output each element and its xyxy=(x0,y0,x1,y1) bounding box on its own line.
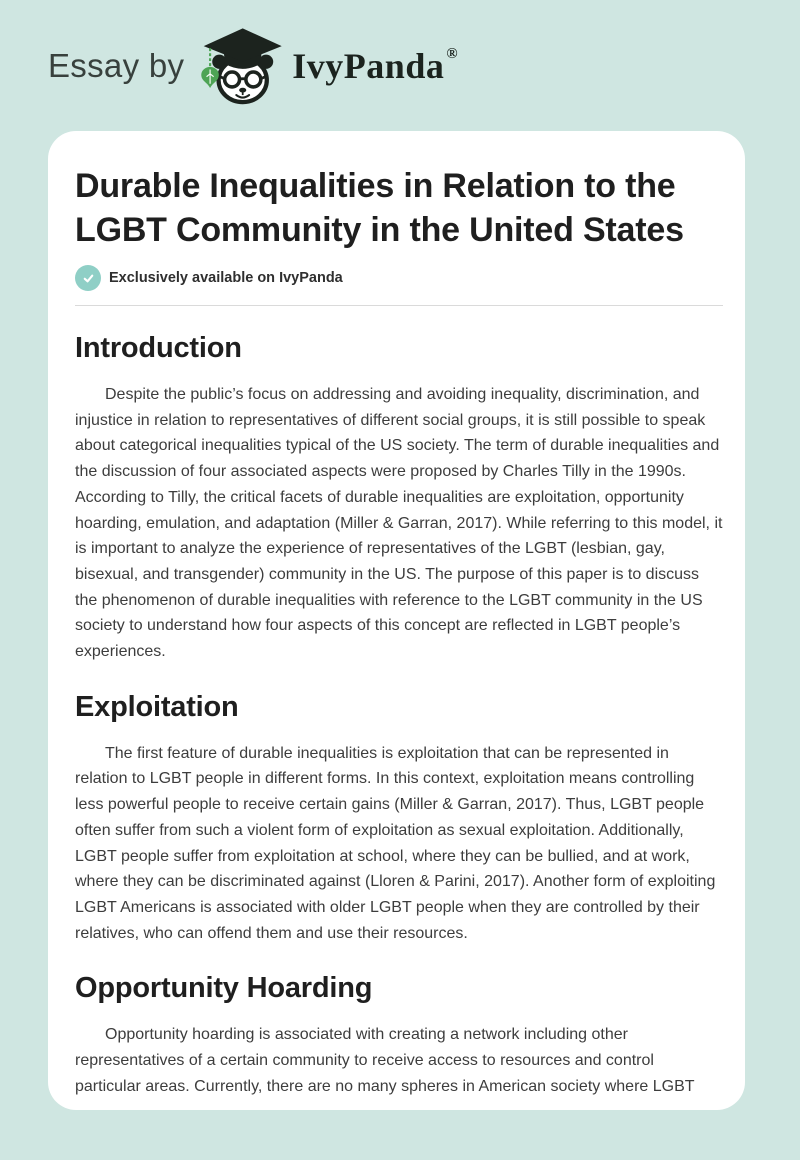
section-heading: Opportunity Hoarding xyxy=(75,972,373,1005)
panda-graduate-logo-icon xyxy=(198,27,286,105)
section-heading: Introduction xyxy=(75,332,242,364)
essay-sections xyxy=(75,332,723,1099)
divider xyxy=(75,305,723,306)
section-paragraph: Despite the public’s focus on addressing and avoiding inequality, discrimination, and injustice in relation to representatives of different social groups, it is still possible to speak about categorical inequalities typical of the US society. The term of durable inequalities and the discussion of four associated aspects were proposed by Charles Tilly in the 1990s. According to Tilly, the critical facets of durable inequalities are exploitation, opportunity hoarding, emulation, and adaptation (Miller & Garran, 2017). While referring to this model, it is important to analyze the experience of representatives of the LGBT (lesbian, gay, bisexual, and transgender) community in the US. The purpose of this paper is to discuss the phenomenon of durable inequalities with reference to the LGBT community in the US society to understand how four aspects of this concept are reflected in LGBT people’s experiences. xyxy=(75,386,723,661)
brand-name: IvyPanda xyxy=(292,45,445,86)
essay-card xyxy=(48,131,745,1110)
section-paragraph: Opportunity hoarding is associated with creating a network including other representatives of a certain community to receive access to resources and control particular areas. Currently, there are no many spheres in American society where LGBT xyxy=(75,1026,695,1095)
registered-mark: ® xyxy=(446,46,458,62)
essay-title: Durable Inequalities in Relation to the LGBT Community in the United States xyxy=(75,167,684,249)
check-icon xyxy=(75,265,101,291)
availability-label: Exclusively available on IvyPanda xyxy=(109,270,343,286)
essay-by-label: Essay by xyxy=(48,46,185,84)
availability-badge xyxy=(75,265,723,291)
section-paragraph: The first feature of durable inequalities is exploitation that can be represented in relation to LGBT people in different forms. In this context, exploitation means controlling less powerful people to receive certain gains (Miller & Garran, 2017). Thus, LGBT people often suffer from such a violent form of exploitation as sexual exploitation. Additionally, LGBT people suffer from exploitation at school, where they can be bullied, and at work, where they can be discriminated against (Lloren & Parini, 2017). Another form of exploiting LGBT Americans is associated with older LGBT people when they are controlled by their relatives, who can offend them and use their resources. xyxy=(75,744,716,942)
section-heading: Exploitation xyxy=(75,690,239,723)
brand-logo-link[interactable] xyxy=(198,27,457,105)
site-header xyxy=(0,0,800,131)
